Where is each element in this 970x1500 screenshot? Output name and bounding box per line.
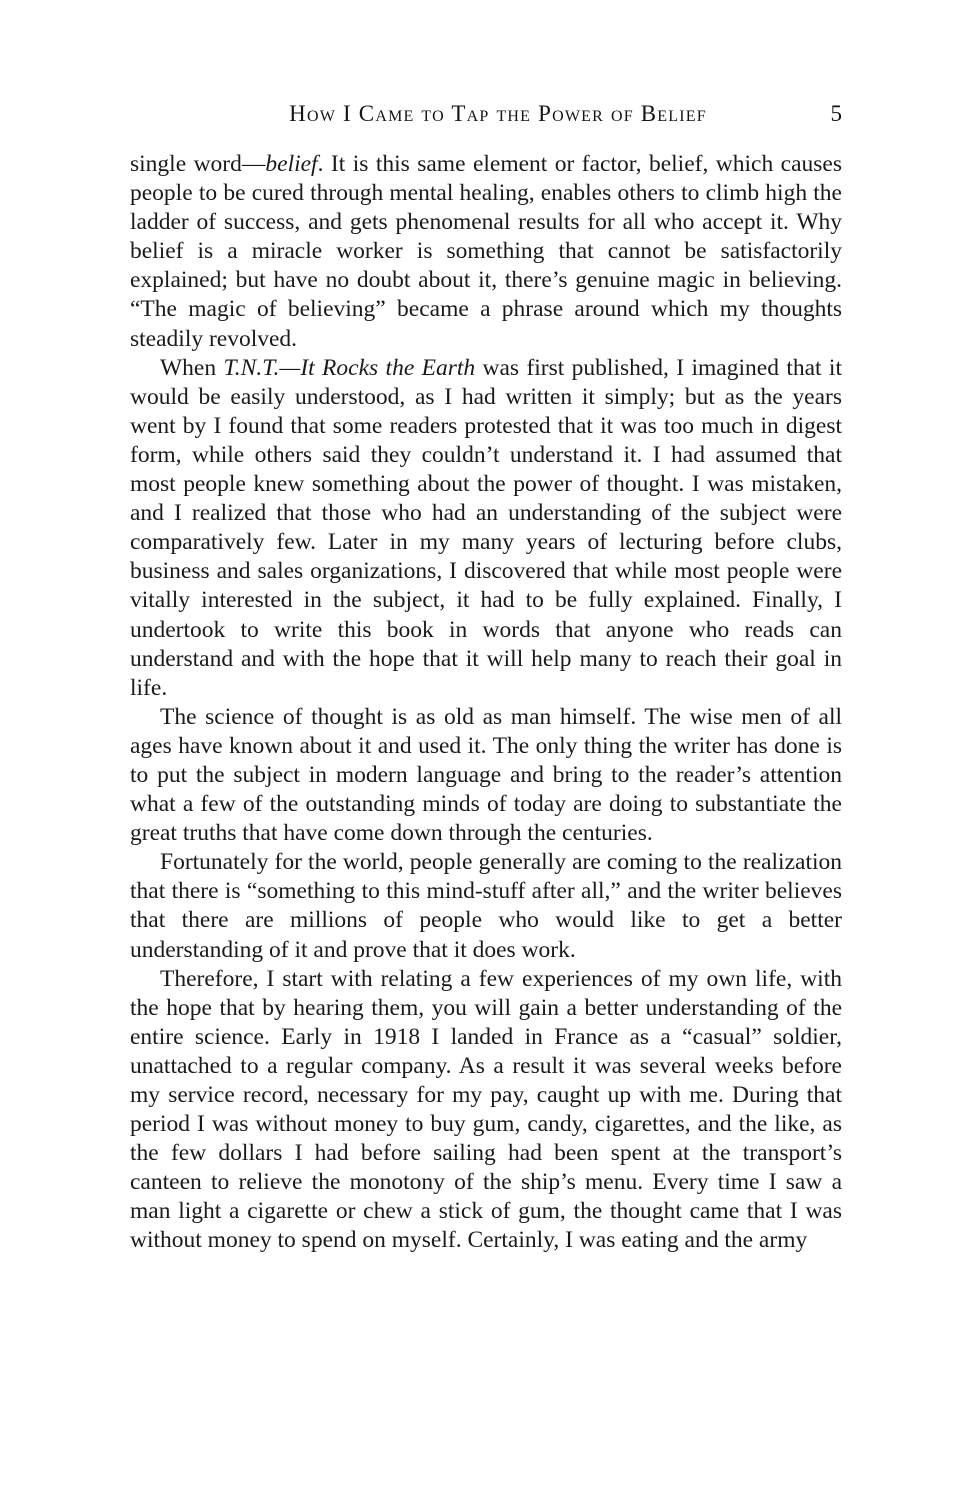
- body-paragraph: [130, 150, 842, 354]
- body-paragraph: [130, 354, 842, 703]
- text-run: . It is this same element or factor, belief, which causes people to be cured through mental healing, enables others to climb high the ladder of success, and gets phenomenal results for all who accept it. Why belief is a miracle worker is something that cannot be satisfactorily explained; but have no doubt about it, there’s genuine magic in believing. “The magic of believing” became a phrase around which my thoughts steadily revolved.: [130, 151, 842, 352]
- text-run: The science of thought is as old as man himself. The wise men of all ages have known about it and used it. The only thing the writer has done is to put the subject in modern language and bring to the reader’s attention what a few of the outstanding minds of today are doing to substantiate the great truths that have come down through the centuries.: [130, 703, 842, 847]
- body-paragraph: [130, 848, 842, 964]
- italic-text-run: belief: [265, 151, 318, 177]
- text-run: Fortunately for the world, people generally are coming to the realization that there is “something to this mind-stuff after all,” and the writer believes that there are millions of people who would like to get a better understanding of it and prove that it does work.: [130, 849, 842, 963]
- body-paragraph: [130, 965, 842, 1256]
- running-head: [130, 100, 842, 130]
- text-run: was first published, I imagined that it would be easily understood, as I had written it simply; but as the years went by I found that some readers protested that it was too much in digest form, while others said they couldn’t understand it. I had assumed that most people knew something about the power of thought. I was mistaken, and I realized that those who had an understanding of the subject were comparatively few. Later in my many years of lecturing before clubs, business and sales organizations, I discovered that while most people were vitally interested in the subject, it had to be fully explained. Finally, I undertook to write this book in words that anyone who reads can understand and with the hope that it will help many to reach their goal in life.: [130, 354, 842, 701]
- text-run: When: [160, 354, 224, 381]
- text-run: single word—: [130, 151, 266, 177]
- italic-text-run: T.N.T.—It Rocks the Earth: [223, 354, 476, 381]
- page-number: 5: [830, 101, 842, 126]
- running-head-title: How I Came to Tap the Power of Belief: [289, 101, 707, 126]
- body-text-block: [130, 150, 842, 1256]
- body-paragraph: [130, 703, 842, 848]
- text-run: Therefore, I start with relating a few experiences of my own life, with the hope that by hearing them, you will gain a better understanding of the entire science. Early in 1918 I landed in France as a “casual” soldier, unattached to a regular company. As a result it was several weeks before my service record, necessary for my pay, caught up with me. During that period I was without money to buy gum, candy, cigarettes, and the like, as the few dollars I had before sailing had been spent at the transport’s canteen to relieve the monotony of the ship’s menu. Every time I saw a man light a cigarette or chew a stick of gum, the thought came that I was without money to spend on myself. Certainly, I was eating and the army: [130, 965, 842, 1254]
